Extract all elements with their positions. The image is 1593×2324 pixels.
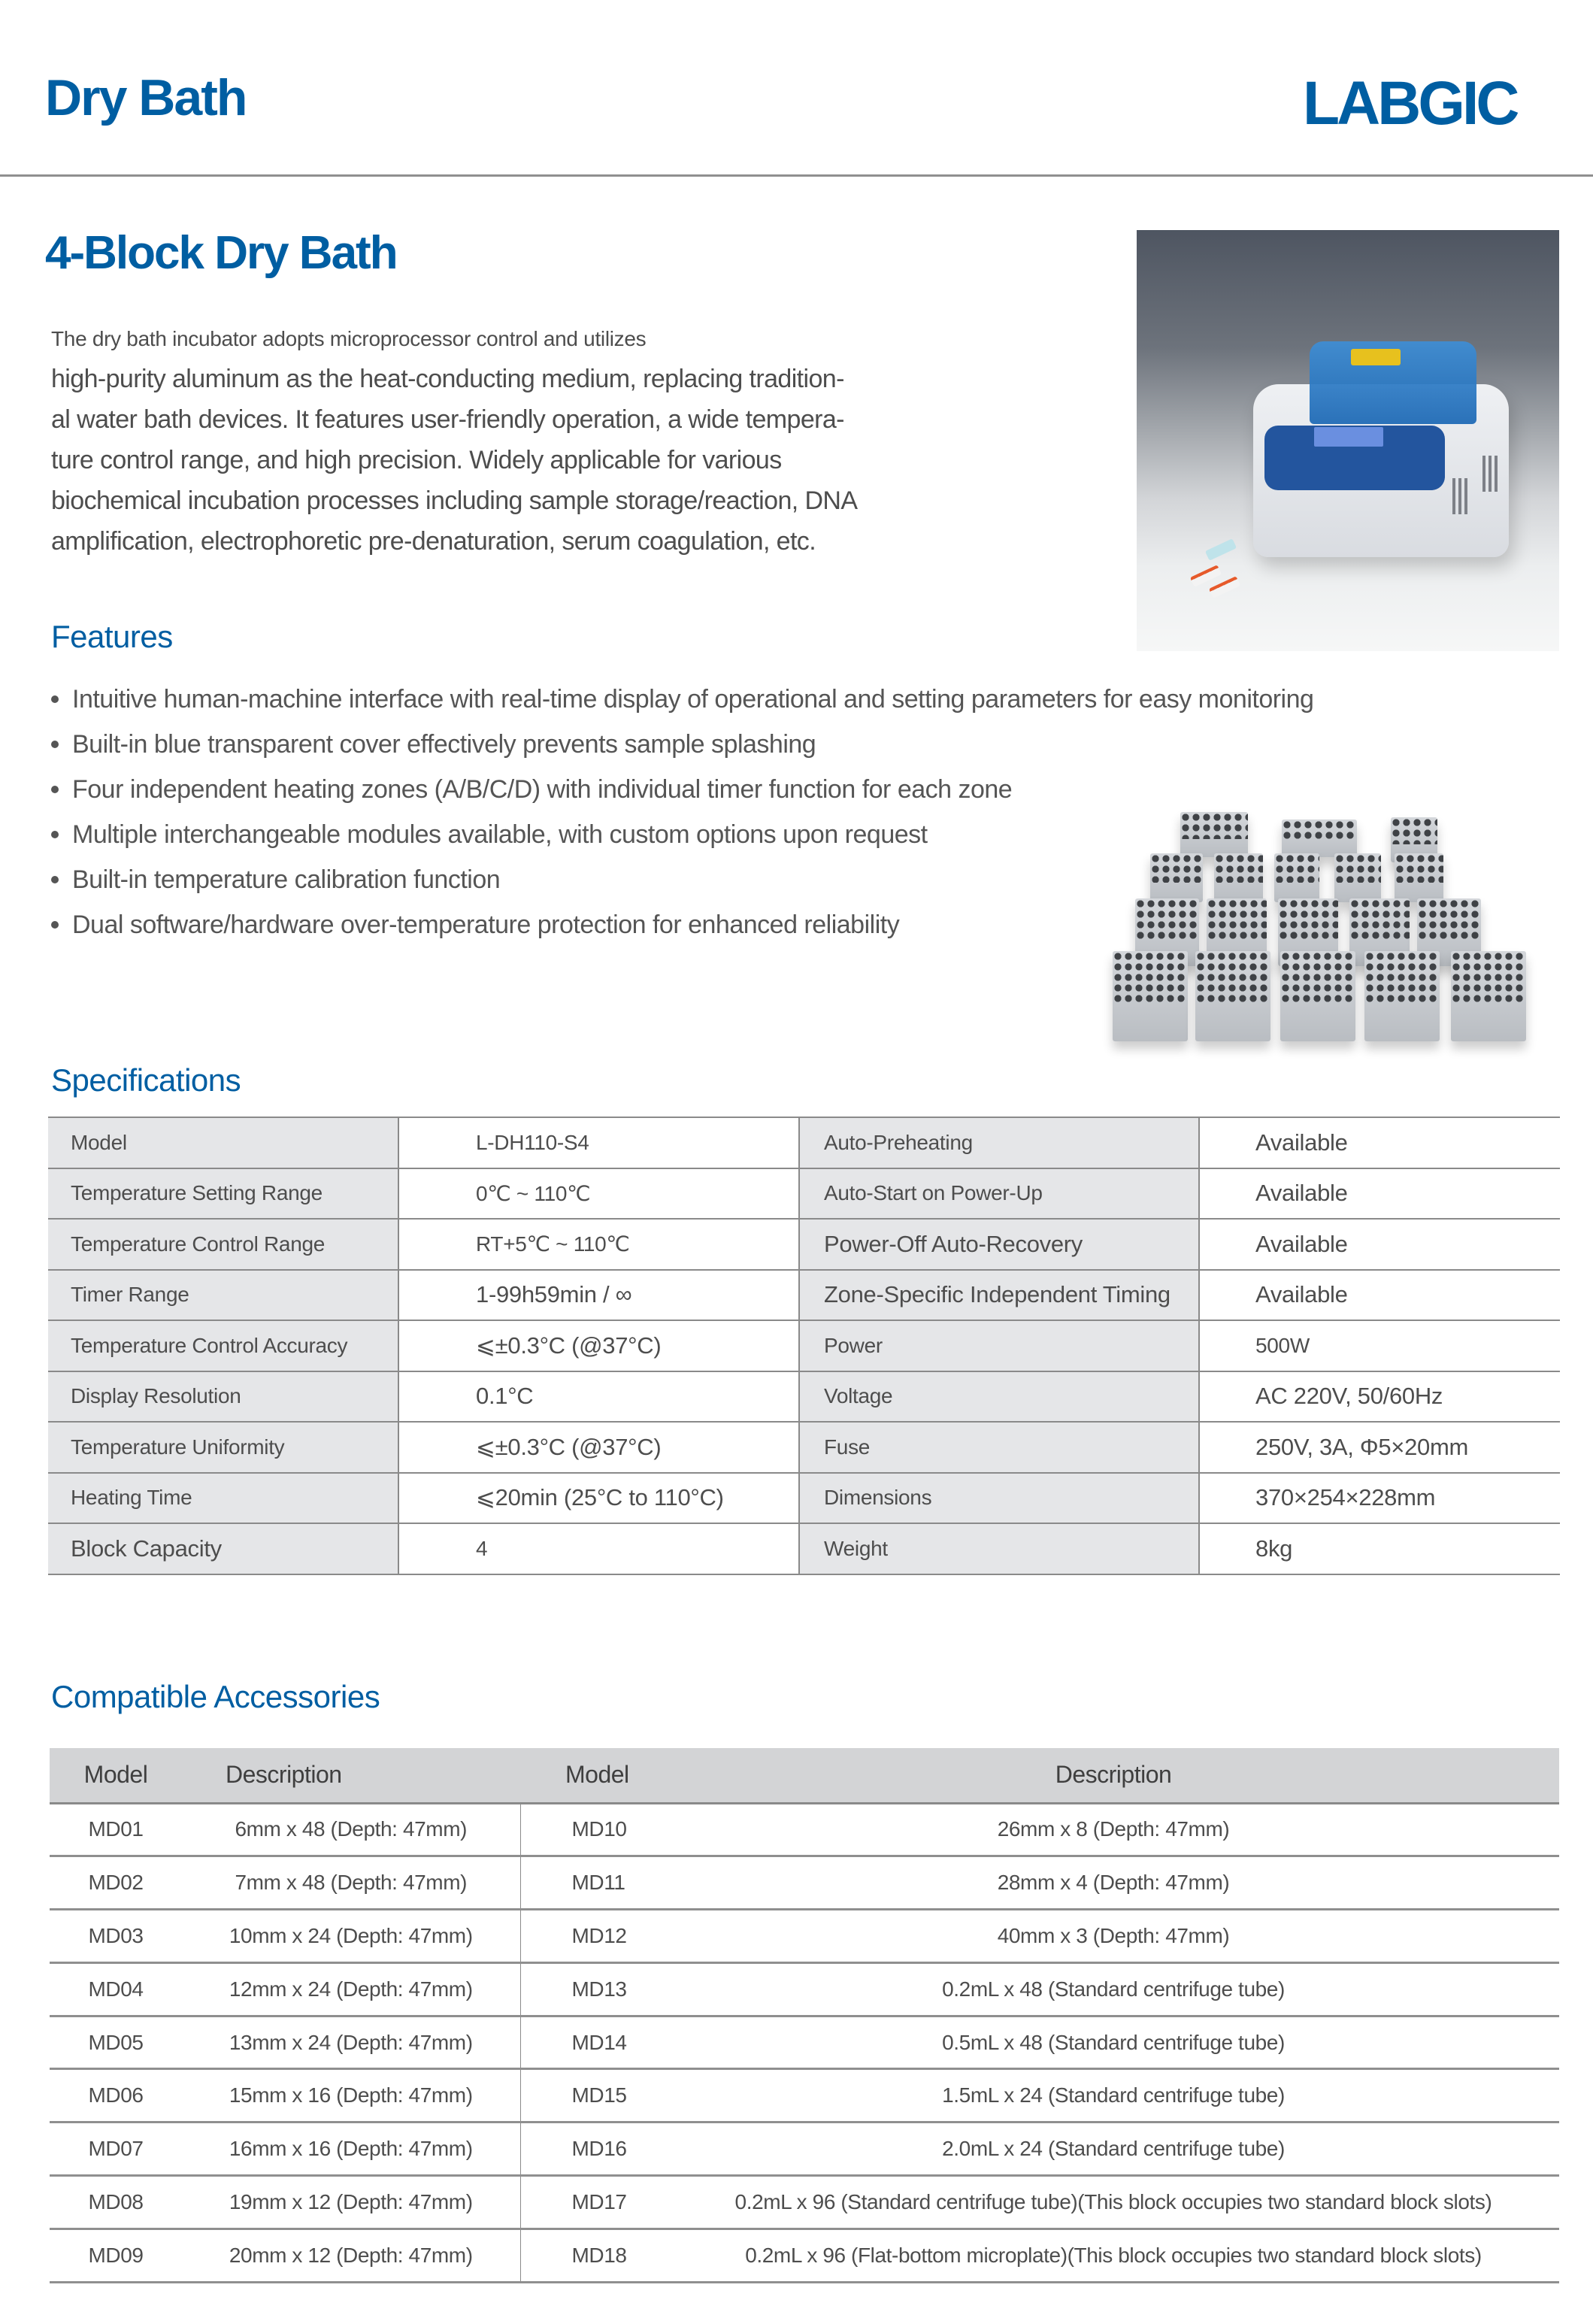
table-row bbox=[48, 1168, 1560, 1220]
heating-block bbox=[1395, 853, 1443, 902]
heating-block bbox=[1334, 853, 1381, 902]
accessory-description: 40mm x 3 (Depth: 47mm) bbox=[668, 1910, 1559, 1963]
accessory-description: 12mm x 24 (Depth: 47mm) bbox=[182, 1962, 520, 2016]
column-header-model: Model bbox=[520, 1748, 668, 1803]
heating-block bbox=[1214, 853, 1263, 902]
spec-value: Available bbox=[1199, 1168, 1560, 1220]
accessory-model: MD11 bbox=[520, 1856, 668, 1910]
accessory-description: 0.2mL x 96 (Flat-bottom microplate)(This block occupies two standard block slots) bbox=[668, 2229, 1559, 2282]
accessory-description: 0.2mL x 96 (Standard centrifuge tube)(This block occupies two standard block slots) bbox=[668, 2176, 1559, 2229]
vent-icon bbox=[1464, 478, 1467, 514]
spec-label: Heating Time bbox=[48, 1473, 398, 1524]
table-row bbox=[50, 2123, 1559, 2176]
spec-label: Block Capacity bbox=[48, 1523, 398, 1574]
accessory-model: MD16 bbox=[520, 2123, 668, 2176]
table-row bbox=[50, 1856, 1559, 1910]
table-row bbox=[48, 1117, 1560, 1168]
heating-block bbox=[1274, 853, 1319, 902]
device-warning-label bbox=[1351, 349, 1401, 365]
feature-item: Built-in temperature calibration function bbox=[51, 857, 1313, 902]
spec-value: L-DH110-S4 bbox=[398, 1117, 799, 1168]
tube-icon bbox=[1190, 565, 1222, 587]
spec-value: 0.1°C bbox=[398, 1371, 799, 1423]
header-divider bbox=[0, 174, 1593, 177]
spec-value: 250V, 3A, Φ5×20mm bbox=[1199, 1422, 1560, 1473]
table-row bbox=[48, 1473, 1560, 1524]
accessory-description: 10mm x 24 (Depth: 47mm) bbox=[182, 1910, 520, 1963]
accessory-model: MD14 bbox=[520, 2016, 668, 2069]
vent-icon bbox=[1458, 478, 1461, 514]
heating-block bbox=[1195, 951, 1270, 1041]
specifications-table bbox=[48, 1117, 1560, 1575]
table-row bbox=[48, 1270, 1560, 1321]
accessory-model: MD09 bbox=[50, 2229, 182, 2282]
table-row bbox=[50, 1910, 1559, 1963]
accessory-model: MD17 bbox=[520, 2176, 668, 2229]
spec-value: 370×254×228mm bbox=[1199, 1473, 1560, 1524]
spec-label: Auto-Preheating bbox=[799, 1117, 1199, 1168]
accessory-description: 26mm x 8 (Depth: 47mm) bbox=[668, 1803, 1559, 1856]
spec-label: Model bbox=[48, 1117, 398, 1168]
accessory-description: 0.5mL x 48 (Standard centrifuge tube) bbox=[668, 2016, 1559, 2069]
spec-label: Timer Range bbox=[48, 1270, 398, 1321]
accessory-model: MD10 bbox=[520, 1803, 668, 1856]
bullet-icon bbox=[51, 921, 59, 929]
product-description bbox=[51, 320, 976, 562]
spec-value: Available bbox=[1199, 1270, 1560, 1321]
accessory-description: 0.2mL x 48 (Standard centrifuge tube) bbox=[668, 1962, 1559, 2016]
feature-item: Intuitive human-machine interface with real-time display of operational and setting parameters for easy monitoring bbox=[51, 677, 1313, 722]
features-heading: Features bbox=[51, 619, 173, 654]
spec-label: Zone-Specific Independent Timing bbox=[799, 1270, 1199, 1321]
accessory-model: MD15 bbox=[520, 2069, 668, 2123]
spec-value: ⩽±0.3°C (@37°C) bbox=[398, 1422, 799, 1473]
accessory-description: 28mm x 4 (Depth: 47mm) bbox=[668, 1856, 1559, 1910]
vent-icon bbox=[1495, 456, 1498, 492]
modules-photo bbox=[1094, 808, 1545, 1053]
intro-line: high-purity aluminum as the heat-conducting medium, replacing tradition- bbox=[51, 365, 844, 393]
spec-label: Temperature Control Range bbox=[48, 1219, 398, 1270]
accessory-model: MD01 bbox=[50, 1803, 182, 1856]
table-row bbox=[50, 1803, 1559, 1856]
table-row bbox=[50, 2069, 1559, 2123]
spec-label: Temperature Control Accuracy bbox=[48, 1320, 398, 1371]
accessory-model: MD02 bbox=[50, 1856, 182, 1910]
vent-icon bbox=[1489, 456, 1492, 492]
accessory-model: MD12 bbox=[520, 1910, 668, 1963]
product-photo bbox=[1137, 230, 1559, 651]
accessory-description: 7mm x 48 (Depth: 47mm) bbox=[182, 1856, 520, 1910]
table-row bbox=[48, 1219, 1560, 1270]
heating-block bbox=[1364, 951, 1440, 1041]
column-header-model: Model bbox=[50, 1748, 182, 1803]
tube-icon bbox=[1209, 576, 1240, 598]
intro-line: biochemical incubation processes including sample storage/reaction, DNA bbox=[51, 486, 858, 515]
spec-value: ⩽20min (25°C to 110°C) bbox=[398, 1473, 799, 1524]
vent-icon bbox=[1482, 456, 1485, 492]
accessories-heading: Compatible Accessories bbox=[51, 1679, 380, 1714]
bullet-icon bbox=[51, 786, 59, 793]
spec-value: 8kg bbox=[1199, 1523, 1560, 1574]
product-title: 4-Block Dry Bath bbox=[45, 227, 397, 279]
spec-value: Available bbox=[1199, 1117, 1560, 1168]
feature-item: Dual software/hardware over-temperature protection for enhanced reliability bbox=[51, 902, 1313, 947]
vent-icon bbox=[1452, 478, 1455, 514]
accessory-description: 15mm x 16 (Depth: 47mm) bbox=[182, 2069, 520, 2123]
feature-item: Four independent heating zones (A/B/C/D) with individual timer function for each zone bbox=[51, 767, 1313, 812]
accessory-model: MD06 bbox=[50, 2069, 182, 2123]
bullet-icon bbox=[51, 741, 59, 748]
accessory-description: 13mm x 24 (Depth: 47mm) bbox=[182, 2016, 520, 2069]
spec-value: 1-99h59min / ∞ bbox=[398, 1270, 799, 1321]
intro-line: ture control range, and high precision. Widely applicable for various bbox=[51, 446, 782, 474]
spec-label: Temperature Setting Range bbox=[48, 1168, 398, 1220]
spec-label: Power-Off Auto-Recovery bbox=[799, 1219, 1199, 1270]
spec-label: Power bbox=[799, 1320, 1199, 1371]
brand-logo: LABGIC bbox=[1303, 69, 1517, 138]
spec-label: Fuse bbox=[799, 1422, 1199, 1473]
accessory-description: 1.5mL x 24 (Standard centrifuge tube) bbox=[668, 2069, 1559, 2123]
spec-label: Temperature Uniformity bbox=[48, 1422, 398, 1473]
accessories-table bbox=[50, 1748, 1559, 2283]
spec-value: 0℃ ~ 110℃ bbox=[398, 1168, 799, 1220]
accessory-model: MD03 bbox=[50, 1910, 182, 1963]
accessory-model: MD18 bbox=[520, 2229, 668, 2282]
table-row bbox=[50, 2176, 1559, 2229]
intro-line: amplification, electrophoretic pre-denaturation, serum coagulation, etc. bbox=[51, 527, 816, 556]
spec-label: Display Resolution bbox=[48, 1371, 398, 1423]
specifications-heading: Specifications bbox=[51, 1062, 241, 1098]
table-row bbox=[50, 2229, 1559, 2282]
table-row bbox=[48, 1422, 1560, 1473]
accessory-model: MD04 bbox=[50, 1962, 182, 2016]
accessory-model: MD05 bbox=[50, 2016, 182, 2069]
feature-item: Multiple interchangeable modules available, with custom options upon request bbox=[51, 812, 1313, 857]
intro-line: al water bath devices. It features user-friendly operation, a wide tempera- bbox=[51, 405, 844, 434]
table-row bbox=[48, 1523, 1560, 1574]
accessory-description: 20mm x 12 (Depth: 47mm) bbox=[182, 2229, 520, 2282]
accessory-model: MD13 bbox=[520, 1962, 668, 2016]
spec-label: Auto-Start on Power-Up bbox=[799, 1168, 1199, 1220]
heating-block bbox=[1280, 951, 1355, 1041]
spec-value: 4 bbox=[398, 1523, 799, 1574]
spec-value: 500W bbox=[1199, 1320, 1560, 1371]
accessory-description: 6mm x 48 (Depth: 47mm) bbox=[182, 1803, 520, 1856]
accessory-description: 16mm x 16 (Depth: 47mm) bbox=[182, 2123, 520, 2176]
spec-label: Weight bbox=[799, 1523, 1199, 1574]
column-header-description: Description bbox=[668, 1748, 1559, 1803]
bullet-icon bbox=[51, 831, 59, 838]
tube-icon bbox=[1205, 538, 1237, 561]
table-row bbox=[48, 1320, 1560, 1371]
accessory-model: MD07 bbox=[50, 2123, 182, 2176]
spec-value: AC 220V, 50/60Hz bbox=[1199, 1371, 1560, 1423]
accessory-description: 19mm x 12 (Depth: 47mm) bbox=[182, 2176, 520, 2229]
feature-item: Built-in blue transparent cover effectively prevents sample splashing bbox=[51, 722, 1313, 767]
spec-value: Available bbox=[1199, 1219, 1560, 1270]
page-title: Dry Bath bbox=[45, 69, 247, 126]
spec-value: RT+5℃ ~ 110℃ bbox=[398, 1219, 799, 1270]
spec-value: ⩽±0.3°C (@37°C) bbox=[398, 1320, 799, 1371]
spec-label: Voltage bbox=[799, 1371, 1199, 1423]
heating-block bbox=[1113, 951, 1188, 1041]
table-row bbox=[50, 1962, 1559, 2016]
intro-lead-line: The dry bath incubator adopts microprocessor control and utilizes bbox=[51, 327, 647, 350]
table-row bbox=[50, 2016, 1559, 2069]
heating-block bbox=[1180, 812, 1248, 857]
spec-label: Dimensions bbox=[799, 1473, 1199, 1524]
accessory-description: 2.0mL x 24 (Standard centrifuge tube) bbox=[668, 2123, 1559, 2176]
bullet-icon bbox=[51, 876, 59, 883]
device-display bbox=[1314, 427, 1383, 447]
accessory-model: MD08 bbox=[50, 2176, 182, 2229]
table-header-row bbox=[50, 1748, 1559, 1803]
column-header-description: Description bbox=[182, 1748, 520, 1803]
bullet-icon bbox=[51, 695, 59, 703]
heating-block bbox=[1451, 951, 1526, 1041]
heating-block bbox=[1150, 853, 1203, 902]
heating-block bbox=[1282, 820, 1357, 857]
table-row bbox=[48, 1371, 1560, 1423]
